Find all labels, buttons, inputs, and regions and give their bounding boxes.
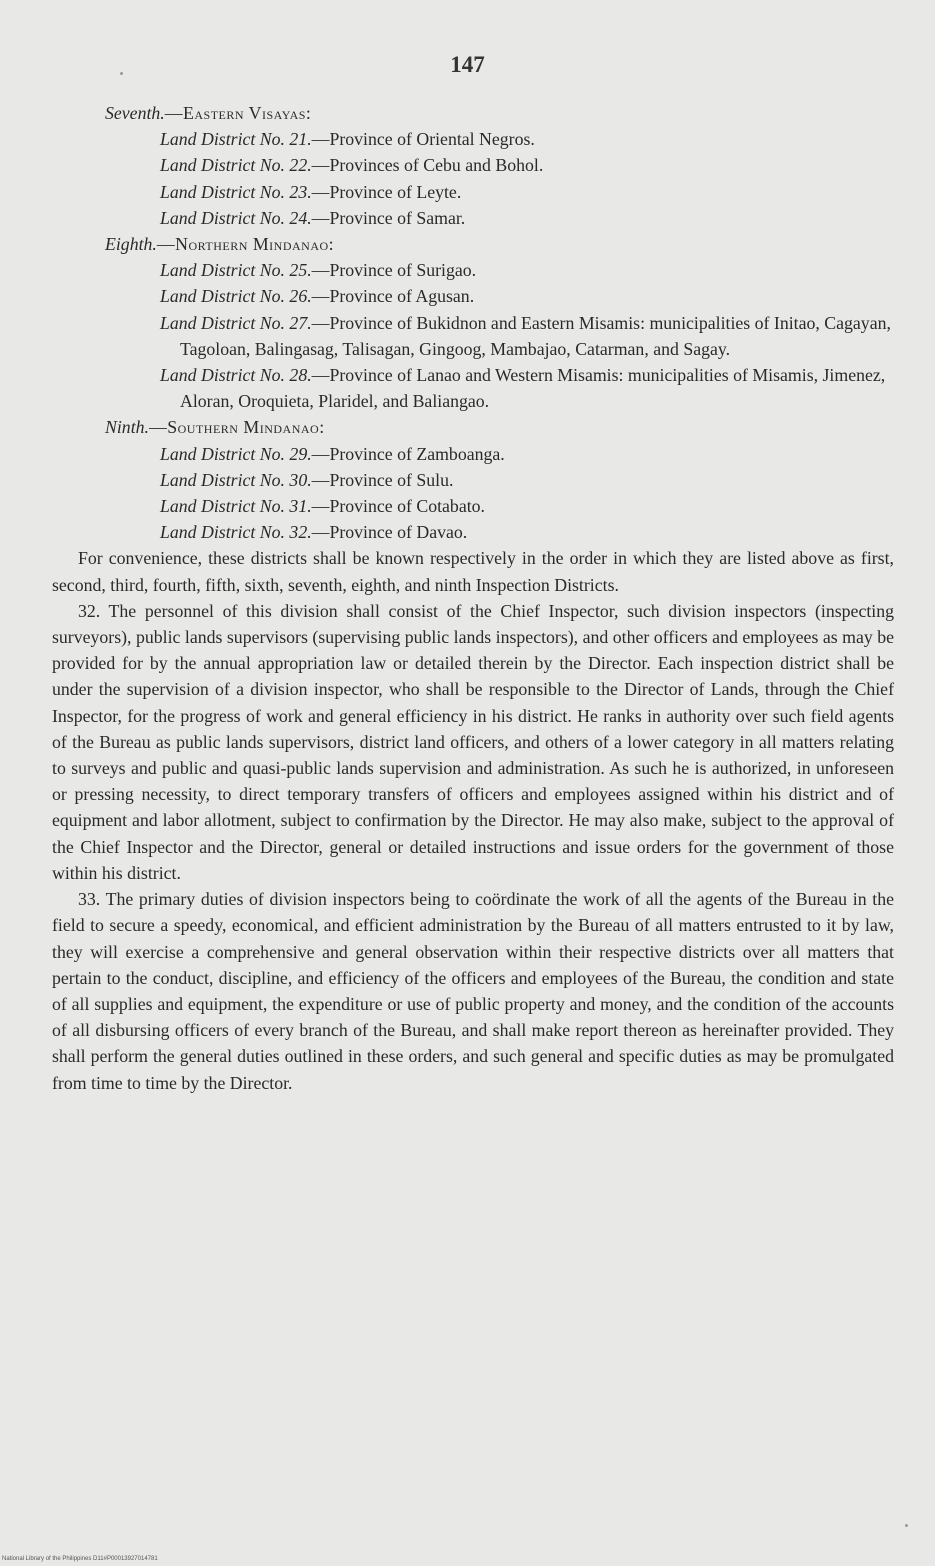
- paragraph-32: 32. The personnel of this division shall consist of the Chief Inspector, such division inspectors (inspecting surveyors), public lands supervisors (supervising public lands inspectors), and other officers and employees as may be provided for by the annual appropriation law or detailed therein by the Director. Each inspection district shall be under the supervision of a division inspector, who shall be responsible to the Director of Lands, through the Chief Inspector, for the progress of work and general efficiency in his district. He ranks in authority over such field agents of the Bureau as public lands supervisors, district land officers, and others of a lower category in all matters relating to surveys and public and quasi-public lands supervision and administration. As such he is authorized, in unforeseen or pressing necessity, to direct temporary transfers of officers and employees assigned within his district and of equipment and labor allotment, subject to confirmation by the Director. He may also make, subject to the approval of the Chief Inspector and the Director, general or detailed instructions and issue orders for the government of those within his district.: [52, 600, 894, 883]
- district-label: Land District No. 21.: [160, 129, 312, 150]
- district-entry: [52, 179, 894, 205]
- district-text: —Province of Zamboanga.: [311, 443, 505, 464]
- district-entry: [52, 283, 894, 309]
- district-text: —Province of Leyte.: [311, 181, 462, 202]
- district-text: —Province of Sulu.: [311, 469, 454, 490]
- paragraph-33: 33. The primary duties of division inspectors being to coördinate the work of all the agents of the Bureau in the field to secure a speedy, economical, and efficient administration by the Bureau of all matters entrusted to it by law, they will exercise a comprehensive and general observation within their respective districts over all matters that pertain to the conduct, discipline, and efficiency of the officers and employees of the Bureau, the condition and state of all supplies and equipment, the expenditure or use of public property and money, and the condition of the accounts of all disbursing officers of every branch of the Bureau, and shall make report thereon as hereinafter provided. They shall perform the general duties outlined in these orders, and such general and specific duties as may be promulgated from time to time by the Director.: [52, 889, 894, 1093]
- district-entry: [52, 205, 894, 231]
- district-entry: [52, 126, 894, 152]
- scan-speck: [905, 1524, 908, 1527]
- section-ordinal: Eighth.: [105, 234, 157, 255]
- section-region: —Southern Mindanao:: [148, 417, 325, 438]
- district-text: —Province of Davao.: [311, 522, 468, 543]
- page-content: [52, 100, 894, 1096]
- district-entry: [52, 519, 894, 545]
- district-label: Land District No. 26.: [160, 286, 312, 307]
- district-label: Land District No. 27.: [160, 312, 312, 333]
- district-text: —Province of Lanao and Western Misamis: municipalities of Misamis, Jimenez, Aloran, Oroquieta, Plaridel, and Baliangao.: [180, 365, 886, 412]
- district-entry: [52, 152, 894, 178]
- district-label: Land District No. 32.: [160, 522, 312, 543]
- district-entry: [52, 310, 894, 362]
- district-label: Land District No. 31.: [160, 496, 312, 517]
- district-label: Land District No. 23.: [160, 181, 312, 202]
- district-text: —Province of Samar.: [311, 207, 466, 228]
- district-text: —Province of Oriental Negros.: [311, 129, 535, 150]
- district-text: —Province of Agusan.: [311, 286, 475, 307]
- district-label: Land District No. 25.: [160, 260, 312, 281]
- district-label: Land District No. 28.: [160, 365, 312, 386]
- section-heading-ninth: [52, 414, 894, 440]
- district-entry: [52, 257, 894, 283]
- district-entry: [52, 467, 894, 493]
- district-entry: [52, 362, 894, 414]
- paragraph-convenience: For convenience, these districts shall be known respectively in the order in which they are listed above as first, second, third, fourth, fifth, sixth, seventh, eighth, and ninth Inspection Districts.: [52, 548, 894, 595]
- district-entry: [52, 493, 894, 519]
- section-heading-seventh: [52, 100, 894, 126]
- page-number: 147: [450, 52, 485, 77]
- section-ordinal: Ninth.: [105, 417, 149, 438]
- section-region: —Eastern Visayas:: [164, 103, 312, 123]
- district-label: Land District No. 22.: [160, 155, 312, 176]
- district-text: —Province of Surigao.: [311, 260, 477, 281]
- district-text: —Provinces of Cebu and Bohol.: [311, 155, 544, 176]
- district-text: —Province of Cotabato.: [311, 496, 485, 517]
- district-label: Land District No. 29.: [160, 443, 312, 464]
- section-region: —Northern Mindanao:: [156, 234, 335, 255]
- district-text: —Province of Bukidnon and Eastern Misamis: municipalities of Initao, Cagayan, Tagoloan, Balingasag, Talisagan, Gingoog, Mambajao, Catarman, and Sagay.: [180, 312, 891, 359]
- section-ordinal: Seventh.: [105, 103, 165, 123]
- footer-archive-note: National Library of the Philippines D11#P00013927014781: [2, 1556, 158, 1562]
- district-label: Land District No. 30.: [160, 469, 312, 490]
- section-heading-eighth: [52, 231, 894, 257]
- district-label: Land District No. 24.: [160, 207, 312, 228]
- district-entry: [52, 441, 894, 467]
